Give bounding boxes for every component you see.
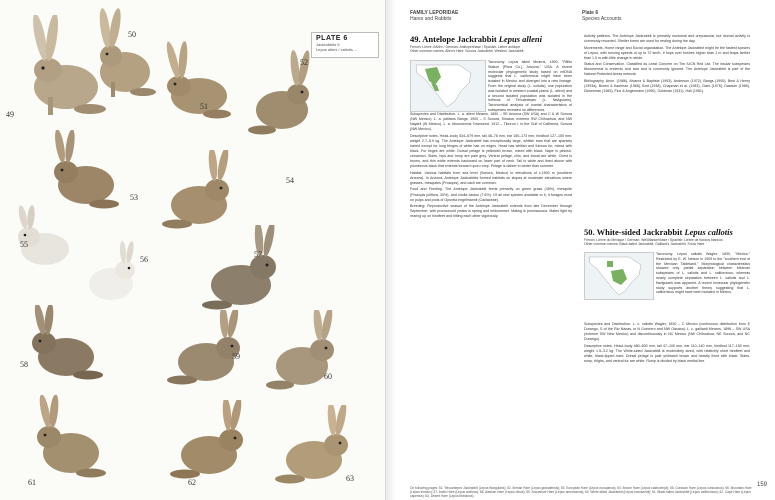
page-number: 159 xyxy=(756,482,767,488)
paragraph-food: Food and Feeding. The Antelope Jackrabbit feeds primarily on green grass (45%), mesquite (Prosopis juliflora, 30%), and cholla cactus (7.6%). Of all new species available to it, it forages most on pulps and pods of Opuntia engelmannii (Cactaceae). xyxy=(410,187,572,202)
species-title-latin: Lepus callotis xyxy=(684,227,733,237)
paragraph-status: Status and Conservation. Classified as Least Concern on The IUCN Red List. The insular subspecies tiburonensis is endemic and rare and is commonly ignored. The Antelope Jackrabbit is part of the Natural Protected Areas network. xyxy=(584,62,750,77)
species-title-latin: Lepus alleni xyxy=(498,34,542,44)
hare-illustration xyxy=(40,130,125,215)
species-title-name: 49. Antelope Jackrabbit xyxy=(410,34,497,44)
hare-illustration xyxy=(165,400,255,485)
paragraph-taxonomy: Taxonomy. Lepus alleni Mearns, 1890, "Rillito Station [Pima Co.], Arizona," USA. A recent molecular phylogenetic study based on mtDNA suggests that L. californicus might have been isolated in Mexico and diverged into a new lineage. From the original study (L. collotis), one population was isolated in western coastal plains (L. alleni) and a second isolated population was isolated in the Isthmus of Tehuantepec (L. flavigularis). Taxonomical analysis of cranial characteristics of subspecies revealed no differences. xyxy=(488,60,572,112)
header-plate-label: Plate 6 xyxy=(582,10,599,16)
plate-number: 53 xyxy=(130,193,138,202)
distribution-map xyxy=(410,60,486,112)
species-other-names: Other common names: Allen's Hare, Sonora Jackrabbit, Western Jackrabbit xyxy=(410,49,524,54)
paragraph-habitat: Habitat. Various habitats from sea level (Sonora, Mexico) to elevations of c.1500 m (southern Arizona). In Arizona, Antelope Jackrabbits formed habitats on slopes at moderate elevations where grasses, mesquites (Prosopis), and cacti are common. xyxy=(410,170,572,185)
plate-number: 62 xyxy=(188,478,196,487)
plate-label-box xyxy=(311,32,379,58)
hare-illustration xyxy=(85,6,160,101)
hare-illustration xyxy=(260,310,345,395)
plate-title: PLATE 6 xyxy=(316,35,348,42)
plate-number: 63 xyxy=(346,474,354,483)
species-names-line: French: Lièvre d'Allen / German: Antilopenhase / Spanish: Liebre antilope xyxy=(410,45,521,49)
text-column-left xyxy=(410,112,572,221)
plate-number: 50 xyxy=(128,30,136,39)
paragraph-breeding: Breeding. Reproductive season of the Antelope Jackrabbit extends from late December through September, with pronounced peaks in spring and midsummer. Mating is promiscuous. Males fight by rearing up on hindfeet and hitting each other vigorously. xyxy=(410,204,572,219)
hare-illustration xyxy=(155,40,235,125)
plate-number: 55 xyxy=(20,240,28,249)
header-family-label: FAMILY LEPORIDAE xyxy=(410,10,459,16)
distribution-map xyxy=(584,252,654,300)
header-family-sub: Hares and Rabbits xyxy=(410,16,452,22)
species-other-names: Other common names: Black-tailed Jackrabbit, Gaillard's Jackrabbit, Snow Hare xyxy=(584,242,705,247)
plate-row: Jackrabbits 6 xyxy=(316,42,340,47)
plate-number: 57 xyxy=(254,250,262,259)
plate-number: 51 xyxy=(200,102,208,111)
plate-number: 60 xyxy=(324,372,332,381)
page-footer: On following pages: 51. Tehuantepec Jackrabbit (Lepus flavigularis); 52. Iberian Hare (Lepus granatensis); 53. European Hare (Lepus europaeus); 54. Broom Hare (Lepus castroviejoi); 55. Corsican Hare (Lepus corsicanus); 56. Mountain Hare (Lepus timidus); 57. Arctic Hare (Lepus arcticus); 58. Alaskan Hare (Lepus othus); 59. Snowshoe Hare (Lepus americanus); 60. White-tailed Jackrabbit (Lepus townsendii); 61. Black-tailed Jackrabbit (Lepus californicus); 62. Cape Hare (Lepus capensis); 63. Desert Hare (Lepus tibetanus). xyxy=(410,486,752,498)
plate-number: 58 xyxy=(20,360,28,369)
paragraph-distribution: Subspecies and Distribution. L. a. alleni Mearns, 1890 – SE Arizona (SW USA) and C & W Sonora (NW Mexico). L. a. palitans Bangs, 1900 – S Sonora, Sinaloa, extreme SW Chihuahua, and NW Nayarit (W Mexico). L. a. tiburonensis Townsend, 1912 – Tiburon I. in the Gulf of California, Sonora (NW Mexico). xyxy=(410,112,572,132)
text-taxonomy-2 xyxy=(656,252,750,297)
paragraph-bibliography: Bibliography. Anon. (1986), Alvarez & Baptiste (1993), Anderson (1972), Bangs (1900), Best & Henry (1993a), Brown & Kaufman (1968), Burt (1938), Chapman et al. (1983), Clark (1975), Dawson (1985), Dickerman (1983), Flux & Angermann (1990), Goldman (1931), Hall (1981). xyxy=(584,78,750,94)
text-column-right xyxy=(584,34,750,96)
paragraph-description: Descriptive notes. Head–body 480–600 mm, tail 47–100 mm, ear 110–140 mm, hindfoot 117–150 mm; weight 1.5–3.2 kg. The White-sided Jackrabbit is moderately sized, with relatively short hindfeet and white, black-tipped ears. Dorsal pelage is pale yellowish brown and heavily lined with black. Sides, rump, thighs, and ventral fur are white. Rump is divided by black medial line. xyxy=(584,343,750,364)
hare-illustration xyxy=(240,50,320,140)
text-column-right-lower xyxy=(584,322,750,366)
plate-row: Lepus alleni / callotis ... xyxy=(316,47,358,52)
plate-number: 52 xyxy=(300,58,308,67)
paragraph-description: Descriptive notes. Head–body 534–679 mm, tail 48–76 mm, ear 150–173 mm, hindfoot 127–150 mm; weight 2.7–5.9 kg. The Antelope Jackrabbit has exceptionally large, whitish ears that are sparsely haired except for long fringes of white hair on edges. Head has whitish and fulvous fur, mixed with black. Fur tinges are white. Dorsal pelage is yellowish brown, mixed with black. Nape is pinkish-cinnamon. Sides, hips and rump are pale grey. Ventral pelage, chin, and throat are white. Chest is brown, and thin white extends backward on lower part of neck. Tail is white and lined above with plumbeous black that extends forward upon rump. Pelage is darker in winter than summer. xyxy=(410,133,572,169)
hare-illustration xyxy=(155,150,240,235)
hare-illustration xyxy=(22,305,112,385)
hare-illustration xyxy=(75,240,145,310)
hare-illustration xyxy=(5,205,80,275)
plate-number: 49 xyxy=(6,110,14,119)
plate-number: 61 xyxy=(28,478,36,487)
hare-illustration xyxy=(25,395,115,485)
text-taxonomy-1 xyxy=(488,60,572,114)
hare-illustration xyxy=(160,310,250,390)
header-family xyxy=(410,10,458,22)
species-subtitle xyxy=(410,45,575,54)
species-title xyxy=(584,227,733,237)
hare-illustration xyxy=(195,225,290,315)
paragraph-activity: Activity patterns. The Antelope Jackrabbit is primarily nocturnal and crepuscular, but diurnal activity is commonly recorded. Shelter forms are used for resting during the day. xyxy=(584,34,750,44)
header-plate xyxy=(582,10,621,22)
gutter-shadow xyxy=(386,0,396,500)
paragraph-distribution: Subspecies and Distribution. L. c. callotis Wagler, 1830 – C Mexico (continuous distribution from E Durango, S of the Rio Nazas, to N Guerrero and NW Oaxaca). L. c. gaillardi Mearns, 1896 – SW USA (extreme SW New Mexico) and discontinuously in NC Mexico (NW Chihuahua, NE Sonora, and NC Durango). xyxy=(584,322,750,342)
plate-number: 56 xyxy=(140,255,148,264)
plate-number: 54 xyxy=(286,176,294,185)
species-page xyxy=(386,0,775,500)
species-title-name: 50. White-sided Jackrabbit xyxy=(584,227,683,237)
plate-page xyxy=(0,0,386,500)
header-plate-sub: Species Accounts xyxy=(582,16,622,22)
species-title xyxy=(410,34,542,44)
paragraph-taxonomy: Taxonomy. Lepus callotis Wagler, 1830, "Mexico." Restricted by E. W. Nelson in 1909 to the "southern end of the Mexican Tableland." Morphological characteristics showed only partial separation between Mexican subspecies of L. callotis and L. californicus, whereas nearly complete separation between L. callotis and L. flavigularis was apparent. A recent molecular phylogenetic study supports another theory suggesting that L. californicus might have been isolated in Mexico. xyxy=(656,252,750,295)
species-subtitle xyxy=(584,238,750,247)
running-header xyxy=(410,10,750,24)
paragraph-movements: Movements, Home range and Social organization. The Antelope Jackrabbit might be the fastest species of Lepus, with running speeds of up to 72 km/h. It hops over bushes higher than 1 m and leaps farther than 1.5 m with little change in stride. xyxy=(584,45,750,60)
plate-number: 59 xyxy=(232,352,240,361)
species-names-line: French: Lièvre du Mexique / German: Weißflankenhase / Spanish: Liebre de flancos blancos xyxy=(584,238,723,242)
